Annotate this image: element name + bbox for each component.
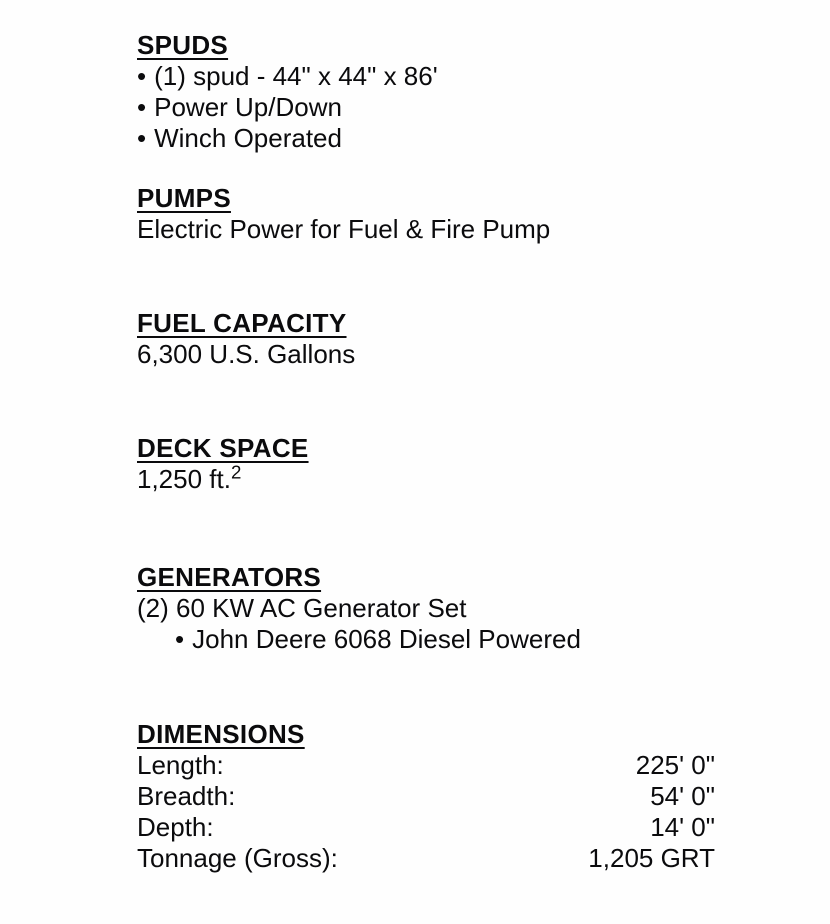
spuds-item	[137, 123, 830, 154]
bullet-icon: •	[137, 123, 147, 153]
dimension-label: Tonnage (Gross):	[137, 843, 338, 873]
spuds-item-text: (1) spud - 44" x 44" x 86'	[154, 61, 438, 91]
section-generators	[137, 562, 830, 655]
dimension-label: Length:	[137, 750, 224, 780]
section-fuel-capacity	[137, 308, 830, 370]
section-dimensions	[137, 719, 830, 874]
dimension-row	[137, 781, 715, 812]
section-spuds	[137, 30, 830, 154]
spuds-item	[137, 92, 830, 123]
dimension-label: Breadth:	[137, 781, 236, 811]
generators-sub-item-text: John Deere 6068 Diesel Powered	[192, 624, 581, 654]
fuel-capacity-body: 6,300 U.S. Gallons	[137, 339, 356, 369]
dimension-row	[137, 843, 715, 874]
section-deck-space	[137, 433, 830, 495]
dimension-value: 225' 0"	[635, 750, 715, 780]
dimension-row	[137, 750, 715, 781]
dimension-value: 14' 0"	[650, 812, 715, 842]
bullet-icon: •	[137, 92, 147, 122]
bullet-icon: •	[137, 61, 147, 91]
dimensions-heading: DIMENSIONS	[137, 719, 305, 749]
generators-body: (2) 60 KW AC Generator Set	[137, 593, 467, 623]
generators-sub-item	[137, 624, 830, 655]
fuel-capacity-heading: FUEL CAPACITY	[137, 308, 347, 338]
deck-space-value-text: 1,250 ft.	[137, 464, 231, 494]
spuds-item-text: Winch Operated	[154, 123, 342, 153]
section-pumps	[137, 183, 830, 245]
deck-space-value	[137, 461, 830, 495]
deck-space-heading: DECK SPACE	[137, 433, 309, 463]
dimension-row	[137, 812, 715, 843]
spuds-item	[137, 61, 830, 92]
dimension-value: 1,205 GRT	[588, 843, 715, 873]
dimension-label: Depth:	[137, 812, 214, 842]
generators-heading: GENERATORS	[137, 562, 322, 592]
deck-space-superscript: 2	[230, 461, 242, 483]
pumps-heading: PUMPS	[137, 183, 231, 213]
pumps-body: Electric Power for Fuel & Fire Pump	[137, 214, 551, 244]
bullet-icon: •	[175, 624, 185, 654]
dimension-value: 54' 0"	[650, 781, 715, 811]
spuds-heading: SPUDS	[137, 30, 229, 60]
spuds-item-text: Power Up/Down	[154, 92, 342, 122]
